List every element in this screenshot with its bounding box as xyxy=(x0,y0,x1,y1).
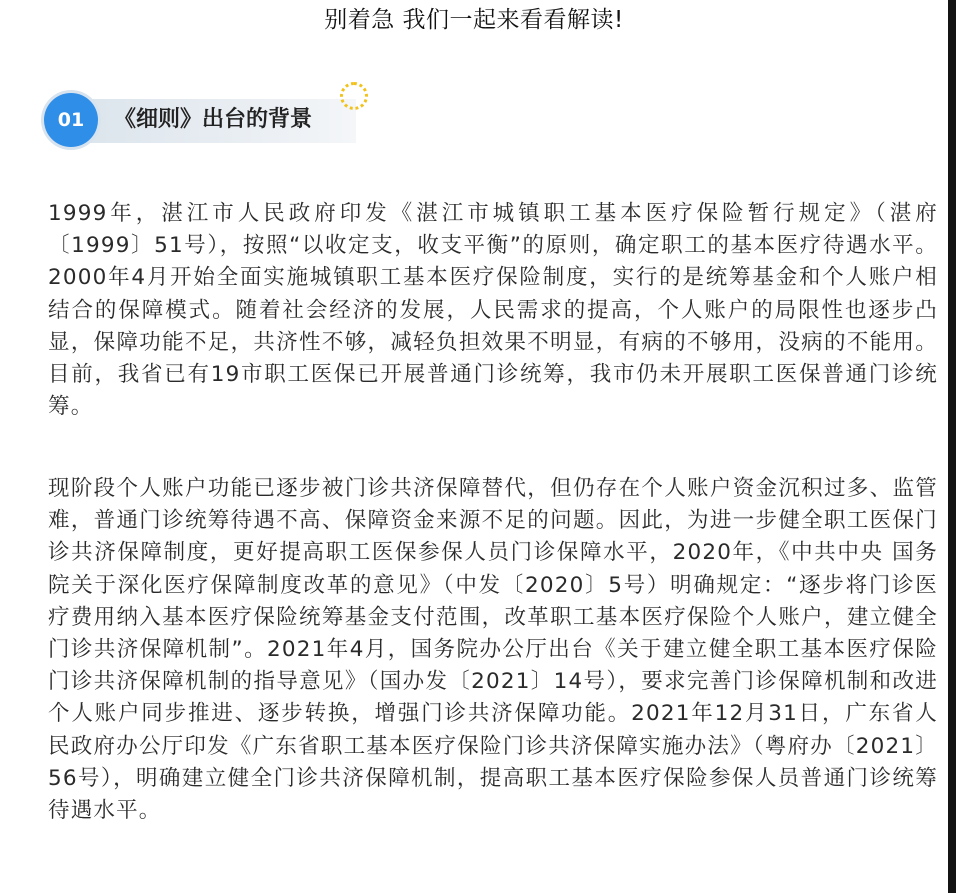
section-title: 《细则》出台的背景 xyxy=(114,107,313,132)
body-paragraph: 现阶段个人账户功能已逐步被门诊共济保障替代，但仍存在个人账户资金沉积过多、监管难，普通门诊统筹待遇不高、保障资金来源不足的问题。因此，为进一步健全职工医保门诊共济保障制度，更好提高职工医保参保人员门诊保障水平，2020年，《中共中央 国务院关于深化医疗保障制度改革的意见》（中发〔2020〕5号）明确规定：“逐步将门诊医疗费用纳入基本医疗保险统筹基金支付范围，改革职工基本医疗保险个人账户，建立健全门诊共济保障机制”。2021年4月，国务院办公厅出台《关于建立健全职工基本医疗保险门诊共济保障机制的指导意见》（国办发〔2021〕14号），要求完善门诊保障机制和改进个人账户同步推进、逐步转换，增强门诊共济保障功能。2021年12月31日，广东省人民政府办公厅印发《广东省职工基本医疗保险门诊共济保障实施办法》（粤府办〔2021〕56号），明确建立健全门诊共济保障机制，提高职工基本医疗保险参保人员普通门诊统筹待遇水平。 xyxy=(48,476,938,824)
right-edge-border xyxy=(948,0,956,893)
section-number-badge: 01 xyxy=(44,93,98,147)
body-paragraph: 1999年，湛江市人民政府印发《湛江市城镇职工基本医疗保险暂行规定》（湛府〔1999〕51号），按照“以收定支，收支平衡”的原则，确定职工的基本医疗待遇水平。2000年4月开始全面实施城镇职工基本医疗保险制度，实行的是统筹基金和个人账户相结合的保障模式。随着社会经济的发展，人民需求的提高，个人账户的局限性也逐步凸显，保障功能不足，共济性不够，减轻负担效果不明显，有病的不够用，没病的不能用。目前，我省已有19市职工医保已开展普通门诊统筹，我市仍未开展职工医保普通门诊统筹。 xyxy=(48,201,938,420)
dotted-circle-decoration-icon xyxy=(340,82,368,110)
section-heading xyxy=(44,92,364,148)
top-caption: 别着急 我们一起来看看解读! xyxy=(324,7,624,33)
